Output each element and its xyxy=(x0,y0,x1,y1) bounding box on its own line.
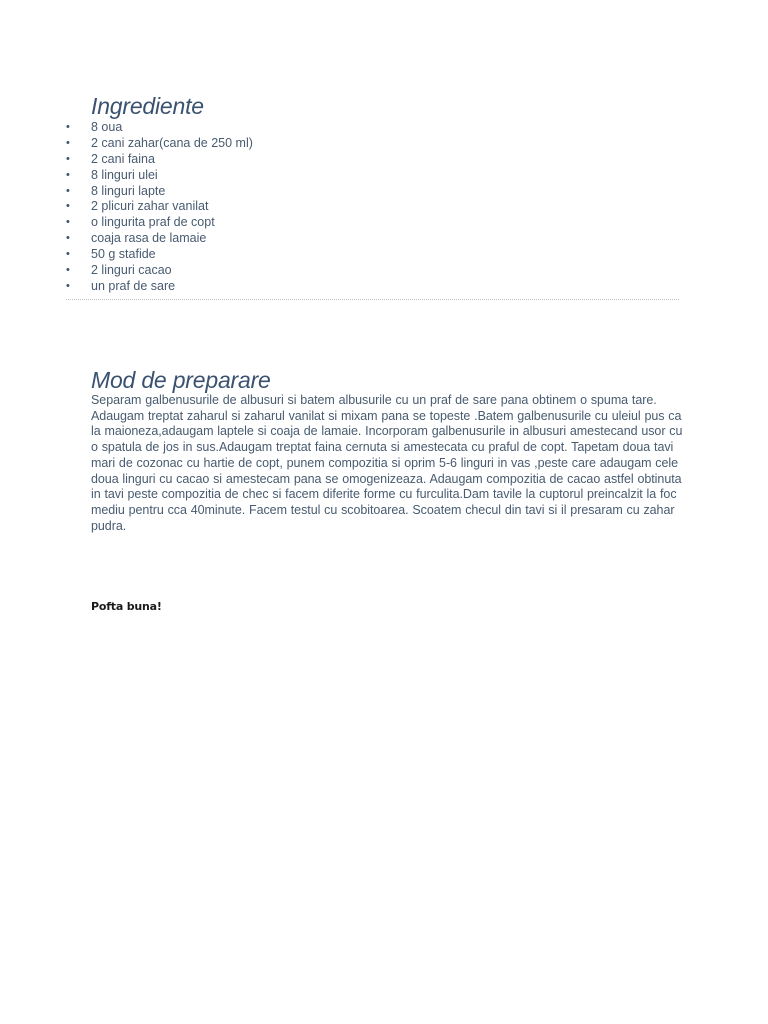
list-item xyxy=(62,247,662,263)
list-item xyxy=(62,279,662,295)
ingredient-label: 8 oua xyxy=(91,120,123,134)
list-item xyxy=(62,231,662,247)
bullet-icon: • xyxy=(66,136,70,149)
ingredient-label: 8 linguri ulei xyxy=(91,167,158,182)
bullet-icon: • xyxy=(66,232,70,245)
list-item xyxy=(62,136,662,152)
list-item xyxy=(62,152,662,168)
list-item xyxy=(62,199,662,215)
bullet-icon: • xyxy=(66,200,70,213)
ingredient-label: 2 cani faina xyxy=(91,151,155,166)
preparation-heading: Mod de preparare xyxy=(91,367,271,393)
list-item xyxy=(62,120,662,136)
ingredient-label: 2 linguri cacao xyxy=(91,263,172,278)
ingredient-label: 8 linguri lapte xyxy=(91,183,166,198)
list-item xyxy=(62,184,662,200)
ingredient-label: 2 cani zahar(cana de 250 ml) xyxy=(91,135,253,150)
bullet-icon: • xyxy=(66,264,70,277)
closing-text: Pofta buna! xyxy=(91,600,162,613)
ingredients-heading: Ingrediente xyxy=(91,93,204,119)
preparation-text: Separam galbenusurile de albusuri si batem albusurile cu un praf de sare pana obtinem o spuma tare. Adaugam treptat zaharul si zaharul vanilat si mixam pana se topeste .Batem galbenusurile cu uleiul pus ca la maioneza,adaugam laptele si coaja de lamaie. Incorporam galbenusurile in albusuri amestecand usor cu o spatula de jos in sus.Adaugam treptat faina cernuta si amestecata cu praful de copt. Tapetam doua tavi mari de cozonac cu hartie de copt, punem compozitia si oprim 5-6 linguri in vas ,peste care adaugam cele doua linguri cu cacao si amestecam pana se omogenizeaza. Adaugam compozitia de cacao astfel obtinuta in tavi peste compozitia de chec si facem diferite forme cu furculita.Dam tavile la cuptorul preincalzit la foc mediu pentru cca 40minute. Facem testul cu scobitoarea. Scoatem checul din tavi si il presaram cu zahar pudra. xyxy=(91,393,683,533)
ingredient-label: o lingurita praf de copt xyxy=(91,215,215,230)
bullet-icon: • xyxy=(66,248,70,261)
bullet-icon: • xyxy=(66,216,70,229)
bullet-icon: • xyxy=(66,184,70,197)
ingredient-label: coaja rasa de lamaie xyxy=(91,231,207,246)
list-item xyxy=(62,168,662,184)
ingredients-list xyxy=(62,120,662,295)
bullet-icon: • xyxy=(66,279,70,292)
list-item xyxy=(62,215,662,231)
ingredient-label: 50 g stafide xyxy=(91,247,156,262)
ingredient-label: 2 plicuri zahar vanilat xyxy=(91,199,209,214)
bullet-icon: • xyxy=(66,152,70,165)
section-divider xyxy=(66,299,679,300)
list-item xyxy=(62,263,662,279)
bullet-icon: • xyxy=(66,168,70,181)
ingredient-label: un praf de sare xyxy=(91,278,176,293)
bullet-icon: • xyxy=(66,121,70,133)
